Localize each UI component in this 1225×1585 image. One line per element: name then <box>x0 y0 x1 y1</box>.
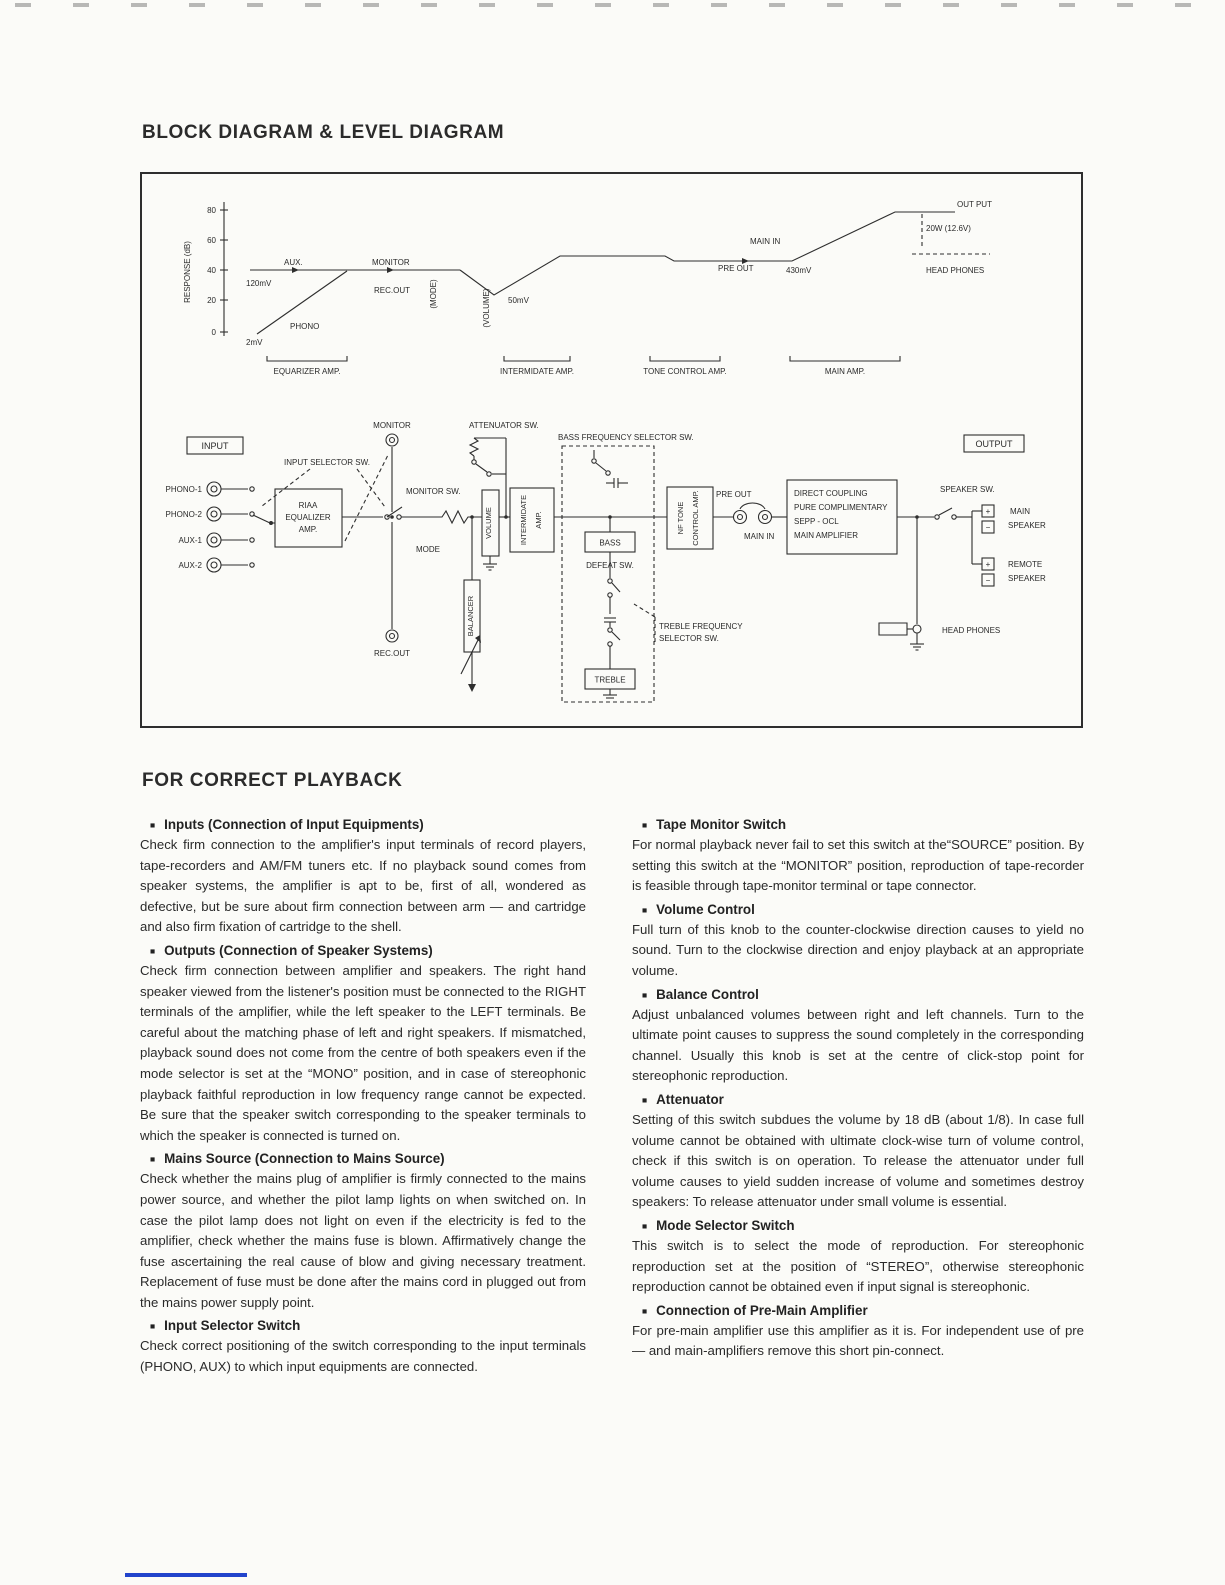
jack-phono-2-label: PHONO-2 <box>165 510 202 519</box>
block-level-diagram <box>140 172 1083 728</box>
bullet-icon: ■ <box>150 1321 156 1332</box>
section-body: Check correct positioning of the switch corresponding to the input terminals (PHONO, AUX) to which input equipments are connected. <box>140 1338 586 1375</box>
section-body: For pre-main amplifier use this amplifier as it is. For independent use of pre — and main-amplifiers remove this short pin-connect. <box>632 1322 1084 1359</box>
rec-out-jack-label: REC.OUT <box>374 649 410 658</box>
pin-connect-link <box>740 503 765 509</box>
attenuator-resistor <box>470 438 478 456</box>
treble-selector-label-1: TREBLE FREQUENCY <box>659 622 743 631</box>
main-speaker-label-2: SPEAKER <box>1008 521 1046 530</box>
jack-aux-2-label: AUX-2 <box>178 561 202 570</box>
main-amp-line-3: SEPP - OCL <box>794 517 839 526</box>
plus-sign-remote: + <box>985 560 991 569</box>
head-phones-jack-label: HEAD PHONES <box>942 626 1001 635</box>
out-put-label: OUT PUT <box>957 200 992 209</box>
phono-label: PHONO <box>290 322 320 331</box>
y-axis-label: RESPONSE (dB) <box>183 241 192 303</box>
bullet-icon: ■ <box>150 820 156 830</box>
volume-box-label: VOLUME <box>484 507 493 539</box>
section-body: For normal playback never fail to set this switch at the“SOURCE” position. By setting this switch at the “MONITOR” position, reproduction of tape-recorder is feasible through tape-monitor terminal or tape connector. <box>632 837 1084 894</box>
tone-selector-dashed-box <box>562 446 654 702</box>
y-tick-40: 40 <box>207 266 216 275</box>
speaker-sw-label: SPEAKER SW. <box>940 485 995 494</box>
diagram-svg <box>142 174 1081 726</box>
balancer-label: BALANCER <box>466 595 475 637</box>
section-mode-selector <box>632 1218 1084 1298</box>
minus-sign-remote: − <box>985 576 991 585</box>
series-resistor <box>401 511 482 523</box>
section-body: Check firm connection between amplifier and speakers. The right hand speaker viewed from the listener's position must be connected to the RIGHT terminals of the amplifier, while the left speaker to the LEFT terminals. Be careful about the matching phase of left and right speakers. If mismatched, playback sound does not come from the centre of both speakers even if the mode selector is set at the “MONO” position, and in case of stereophonic playback faithful reproduction in low frequency range cannot be expected. Be sure that the speaker switch corresponding to the speaker terminals to which the speaker is connected is turned on. <box>140 962 586 1143</box>
input-jacks <box>207 482 254 572</box>
left-column <box>140 812 586 1380</box>
bass-selector-label: BASS FREQUENCY SELECTOR SW. <box>558 433 694 442</box>
pre-out-label: PRE OUT <box>718 264 754 273</box>
plus-sign: + <box>985 507 991 516</box>
section-balance-control <box>632 987 1084 1087</box>
riaa-line-2: EQUALIZER <box>285 513 331 522</box>
monitor-jack-label: MONITOR <box>373 421 411 430</box>
bottom-blue-line <box>125 1573 247 1577</box>
selector-arm <box>253 515 270 523</box>
remote-speaker-label-2: SPEAKER <box>1008 574 1046 583</box>
phono-mv-label: 2mV <box>246 338 263 347</box>
aux-mv-label: 120mV <box>246 279 272 288</box>
speaker-switch-arm <box>939 508 952 515</box>
level-diagram <box>183 200 992 376</box>
section-heading: Balance Control <box>656 986 759 1002</box>
y-tick-60: 60 <box>207 236 216 245</box>
section-body: Setting of this switch subdues the volume by 18 dB (about 1/8). In case full volume cannot be obtained with ultimate clock-wise turn of volume control, check if this switch is on operation. To release the attenuator under full volume causes to yield sudden increase of volume and sometimes destroy speakers: To release attenuator under small volume is essential. <box>632 1111 1084 1210</box>
section-heading: Input Selector Switch <box>164 1318 301 1334</box>
out-power-label: 20W (12.6V) <box>926 224 971 233</box>
section-heading: Connection of Pre-Main Amplifier <box>656 1302 868 1318</box>
section-input-selector <box>140 1318 586 1377</box>
section-mains-source <box>140 1151 586 1313</box>
bullet-icon: ■ <box>642 904 648 915</box>
attenuator-sw-label: ATTENUATOR SW. <box>469 421 539 430</box>
bullet-icon: ■ <box>642 820 648 830</box>
section-body: Check whether the mains plug of amplifier is firmly connected to the mains power source, and whether the pilot lamp lights on when switched on. In case the pilot lamp does not light on even if the electricity is fed to the amplifier, check whether the mains fuse is blown. Affirmatively change the fuse ascertaining the real cause of blow and giving necessary treatment. Replacement of fuse must be done after the mains cord in plugged out from the mains power supply point. <box>140 1171 586 1310</box>
right-column <box>632 812 1084 1380</box>
defeat-sw-label: DEFEAT SW. <box>586 561 634 570</box>
nf-tone-amp-box <box>667 487 713 549</box>
section-heading: Volume Control <box>656 901 755 917</box>
pre-out-jack-label: PRE OUT <box>716 490 752 499</box>
y-tick-80: 80 <box>207 206 216 215</box>
attenuator-switch-arm <box>476 464 487 472</box>
y-tick-20: 20 <box>207 296 216 305</box>
main-amp-line-4: MAIN AMPLIFIER <box>794 531 859 540</box>
riaa-line-3: AMP. <box>298 525 318 534</box>
main-speaker-label-1: MAIN <box>1010 507 1030 516</box>
section-heading: Mains Source (Connection to Mains Source) <box>164 1151 445 1167</box>
stage-tone-control-amp: TONE CONTROL AMP. <box>643 367 727 376</box>
section-tape-monitor <box>632 817 1084 897</box>
input-selector-label: INPUT SELECTOR SW. <box>284 458 370 467</box>
section-pre-main-connection <box>632 1303 1084 1362</box>
section-heading: Outputs (Connection of Speaker Systems) <box>164 942 433 958</box>
monitor-label: MONITOR <box>372 258 410 267</box>
section-body: Full turn of this knob to the counter-clockwise direction causes to yield no sound. Turn to the clockwise direction and enjoy playback at an appropriate volume. <box>632 921 1084 978</box>
section-volume-control <box>632 902 1084 982</box>
block-diagram <box>166 421 1046 702</box>
main-in-jack-label: MAIN IN <box>744 532 775 541</box>
tone-network <box>592 450 628 698</box>
nf-tone-label-2: CONTROL AMP. <box>691 490 700 546</box>
bullet-icon: ■ <box>642 989 648 1000</box>
section-heading: Attenuator <box>656 1091 724 1107</box>
intermediate-label-2: AMP. <box>534 511 543 529</box>
scanner-artifact-marks <box>15 3 1210 7</box>
remote-speaker-label-1: REMOTE <box>1008 560 1043 569</box>
section-body: Adjust unbalanced volumes between right and left channels. Turn to the ultimate point causes to suppress the sound completely in the corresponding channel. Usually this knob is set at the centre of click-stop point for stereophonic reproduction. <box>632 1006 1084 1084</box>
jack-aux-1-label: AUX-1 <box>178 536 202 545</box>
stage-main-amp: MAIN AMP. <box>824 367 866 376</box>
bullet-icon: ■ <box>150 945 156 956</box>
playback-columns <box>140 812 1084 1380</box>
section-heading: Inputs (Connection of Input Equipments) <box>164 817 424 832</box>
minus-sign: − <box>985 523 991 532</box>
monitor-sw-label: MONITOR SW. <box>406 487 461 496</box>
treble-box-label: TREBLE <box>594 675 626 685</box>
level-line <box>460 212 955 295</box>
main-in-mv-label: 430mV <box>786 266 812 275</box>
section-attenuator <box>632 1092 1084 1213</box>
bullet-icon: ■ <box>642 1220 648 1231</box>
bullet-icon: ■ <box>642 1094 648 1105</box>
section-body: This switch is to select the mode of reproduction. For stereophonic reproduction set at the position of “STEREO”, otherwise stereophonic reproduction cannot be obtained even if input signal is stereophonic. <box>632 1237 1084 1295</box>
main-amp-line-2: PURE COMPLIMENTARY <box>794 503 888 512</box>
section-body: Check firm connection to the amplifier's input terminals of record players, tape-recorders and AM/FM tuners etc. If no playback sound comes from speaker systems, the amplifier is apt to be, first of all, wondered as defective, but be sure about firm connection between arm — and cartridge and also firm fixation of cartridge to the shell. <box>140 837 586 935</box>
section-heading: Mode Selector Switch <box>656 1217 795 1233</box>
section-title: FOR CORRECT PLAYBACK <box>142 770 403 791</box>
main-amp-line-1: DIRECT COUPLING <box>794 489 868 498</box>
section-heading: Tape Monitor Switch <box>656 817 787 832</box>
treble-selector-label-2: SELECTOR SW. <box>659 634 719 643</box>
riaa-line-1: RIAA <box>298 501 318 510</box>
head-phones-level-label: HEAD PHONES <box>926 266 985 275</box>
intermediate-amp-box <box>510 488 554 552</box>
stage-equalizer-amp: EQUARIZER AMP. <box>273 367 341 376</box>
stage-intermediate-amp: INTERMIDATE AMP. <box>500 367 574 376</box>
jack-phono-1-label: PHONO-1 <box>165 485 202 494</box>
volume-label: (VOLUME) <box>482 288 491 328</box>
main-in-label: MAIN IN <box>750 237 781 246</box>
headphone-jack <box>879 623 924 650</box>
input-header-label: INPUT <box>201 441 229 451</box>
section-outputs <box>140 943 586 1146</box>
page-title: BLOCK DIAGRAM & LEVEL DIAGRAM <box>142 122 505 143</box>
y-tick-0: 0 <box>211 328 216 337</box>
section-inputs <box>140 817 586 938</box>
bullet-icon: ■ <box>642 1305 648 1316</box>
rec-out-label: REC.OUT <box>374 286 410 295</box>
nf-tone-label-1: NF TONE <box>676 501 685 535</box>
mode-label: (MODE) <box>429 279 438 309</box>
bass-box-label: BASS <box>599 538 621 548</box>
output-header-label: OUTPUT <box>975 439 1013 449</box>
bullet-icon: ■ <box>150 1154 156 1165</box>
mode-sw-label: MODE <box>416 545 440 554</box>
aux-label: AUX. <box>284 258 303 267</box>
intermediate-label-1: INTERMIDATE <box>519 494 528 546</box>
mid-mv-label: 50mV <box>508 296 529 305</box>
